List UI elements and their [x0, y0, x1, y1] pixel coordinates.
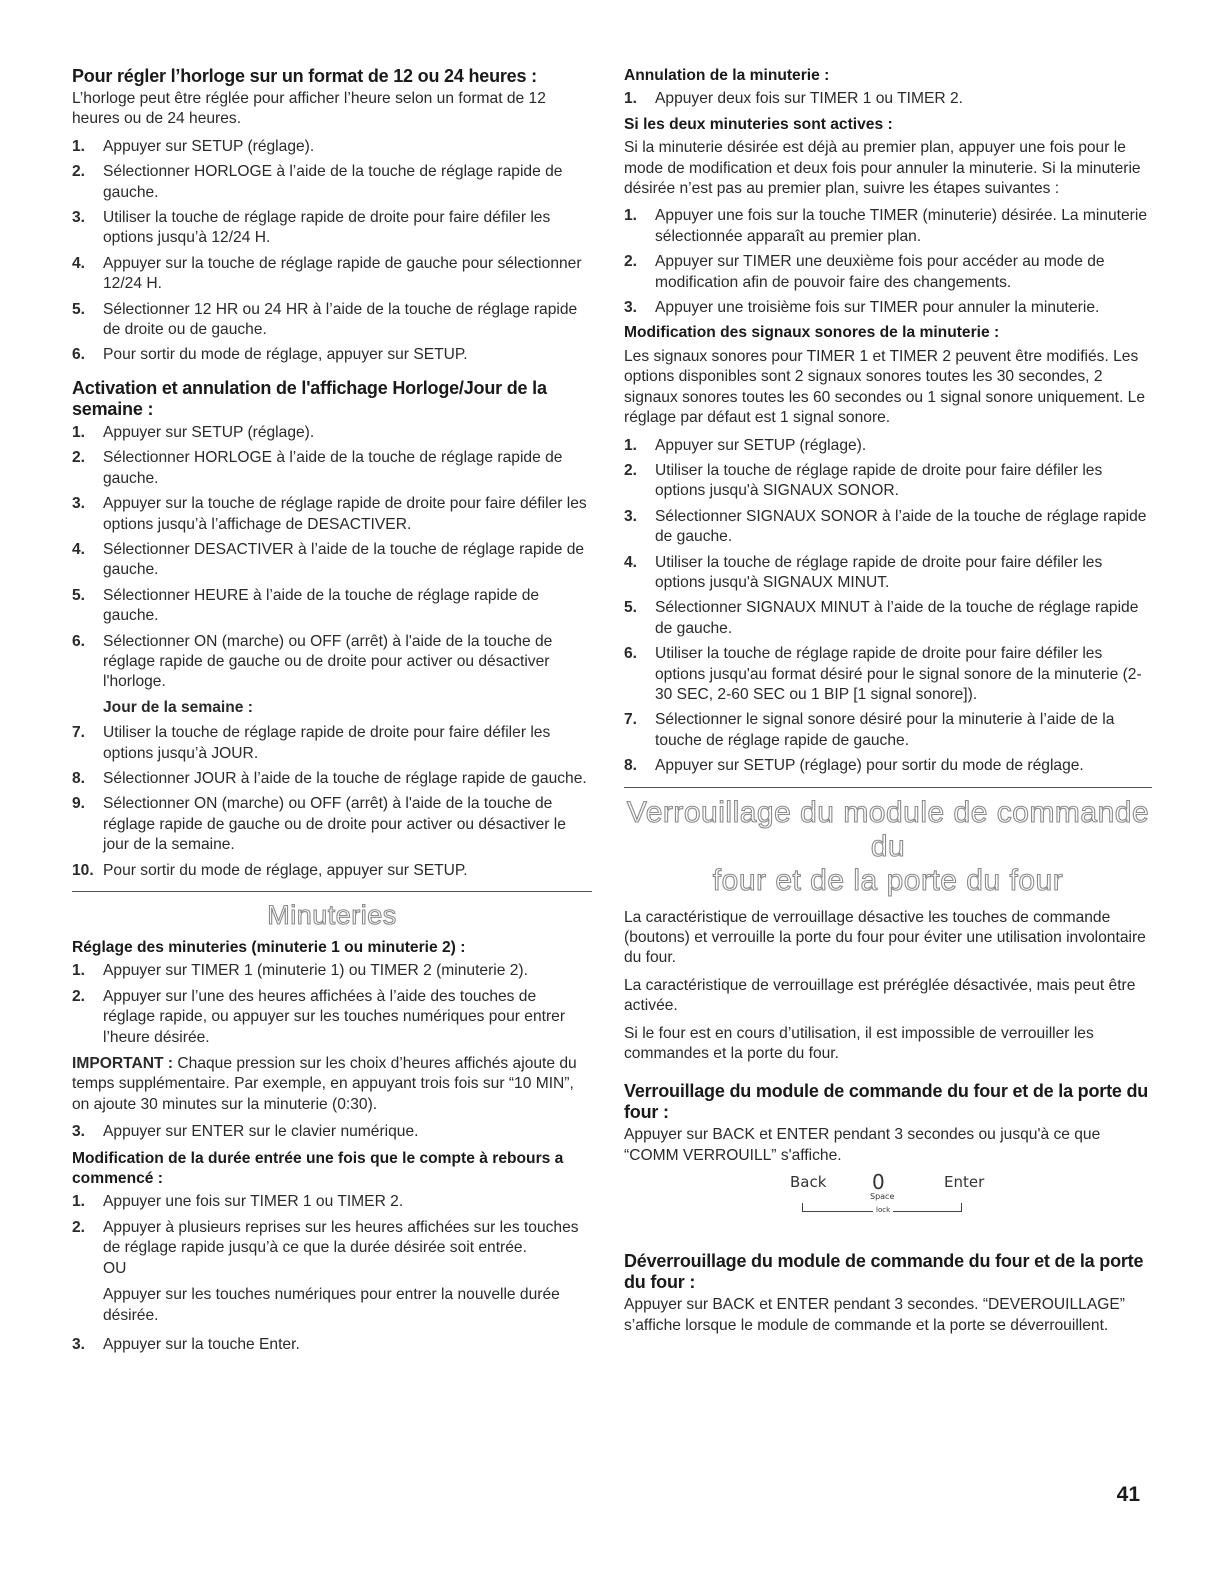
unlock-instructions: Appuyer sur BACK et ENTER pendant 3 secondes. “DEVEROUILLAGE” s’affiche lorsque le module de commande et la porte se déverrouillent.: [624, 1296, 1125, 1334]
page-number: 41: [1116, 1483, 1140, 1506]
list-item: 9. Sélectionner ON (marche) ou OFF (arrêt) à l'aide de la touche de réglage rapide de gauche ou de droite pour activer ou désactiver le jour de la semaine.: [72, 795, 566, 854]
list-item: 6. Utiliser la touche de réglage rapide de droite pour faire défiler les options jusqu'au format désiré pour le signal sonore de la minuterie (2-30 SEC, 2-60 SEC ou 1 BIP [1 signal sonore]).: [624, 645, 1142, 703]
lock-description: La caractéristique de verrouillage désactive les touches de commande (boutons) et verrouille la porte du four pour éviter une utilisation involontaire du four.: [624, 908, 1146, 967]
right-column: [624, 66, 1152, 1343]
list-item: 4. Appuyer sur la touche de réglage rapide de gauche pour sélectionner 12/24 H.: [72, 254, 582, 293]
list-item: 3. Appuyer sur la touche de réglage rapide de droite pour faire défiler les options jusqu’à l’affichage de DESACTIVER.: [72, 495, 587, 533]
lock-label: lock: [873, 1206, 893, 1214]
clock-format-steps: [72, 137, 592, 366]
timer-signals-intro: Les signaux sonores pour TIMER 1 et TIMER 2 peuvent être modifiés. Les options disponibles sont 2 signaux sonores toutes les 30 secondes, 2 signaux sonores toutes les 60 secondes ou 1 signal sonore uniquement. Le réglage par défaut est 1 signal sonore.: [624, 347, 1146, 427]
back-key-label: Back: [790, 1173, 827, 1192]
unlock-heading: Déverrouillage du module de commande du four et de la porte du four :: [624, 1251, 1144, 1293]
lock-instructions: Appuyer sur BACK et ENTER pendant 3 secondes ou jusqu'à ce que “COMM VERROUILL” s'affiche.: [624, 1126, 1101, 1164]
list-item: 2. Sélectionner HORLOGE à l’aide de la touche de réglage rapide de gauche.: [72, 163, 563, 201]
list-item: 2. Appuyer à plusieurs reprises sur les heures affichées sur les touches de réglage rapide jusqu’à ce que la durée désirée soit entrée.: [72, 1218, 579, 1257]
list-item: 7. Sélectionner le signal sonore désiré pour la minuterie à l’aide de la touche de réglage rapide de gauche.: [624, 711, 1115, 749]
space-key-label: Space: [870, 1192, 895, 1202]
modify-duration-steps: [72, 1192, 592, 1258]
list-item: 3. Appuyer sur ENTER sur le clavier numérique.: [72, 1123, 419, 1141]
list-item: 4. Utiliser la touche de réglage rapide de droite pour faire défiler les options jusqu'à SIGNAUX MINUT.: [624, 553, 1103, 591]
list-item: 1. Appuyer sur SETUP (réglage).: [624, 436, 867, 454]
modify-alternative: Appuyer sur les touches numériques pour entrer la nouvelle durée désirée.: [103, 1286, 560, 1324]
timer-signals-steps: [624, 436, 1152, 777]
list-item: 3. Appuyer une troisième fois sur TIMER pour annuler la minuterie.: [624, 299, 1100, 317]
cancel-timer-heading: Annulation de la minuterie :: [624, 67, 830, 84]
timers-section-title: Minuteries: [267, 900, 397, 930]
keypad-lock-diagram: [790, 1170, 990, 1223]
list-item: 5. Sélectionner 12 HR ou 24 HR à l’aide de la touche de réglage rapide de droite ou de gauche.: [72, 300, 578, 339]
list-item: 2. Sélectionner HORLOGE à l’aide de la touche de réglage rapide de gauche.: [72, 449, 563, 487]
weekday-subheading: Jour de la semaine :: [103, 698, 253, 716]
list-item: 8. Sélectionner JOUR à l’aide de la touche de réglage rapide de gauche.: [72, 769, 587, 787]
zero-key-label: 0: [872, 1170, 885, 1195]
both-timers-intro: Si la minuterie désirée est déjà au premier plan, appuyer une fois pour le mode de modification et deux fois pour annuler la minuterie. Si la minuterie désirée n’est pas au premier plan, suivre les étapes suivantes :: [624, 139, 1141, 198]
clock-format-heading: Pour régler l’horloge sur un format de 12 ou 24 heures :: [72, 66, 537, 86]
list-item: 2. Appuyer sur TIMER une deuxième fois pour accéder au mode de modification afin de pouvoir faire des changements.: [624, 253, 1105, 291]
section-divider: [72, 891, 592, 892]
both-timers-steps: [624, 206, 1152, 318]
list-item: 3. Appuyer sur la touche Enter.: [72, 1335, 300, 1353]
lock-in-use-note: Si le four est en cours d’utilisation, il est impossible de verrouiller les commandes et la porte du four.: [624, 1024, 1094, 1063]
list-item: 3. Utiliser la touche de réglage rapide de droite pour faire défiler les options jusqu’à 12/24 H.: [72, 209, 551, 247]
section-divider: [624, 787, 1152, 788]
lock-heading: Verrouillage du module de commande du four et de la porte du four :: [624, 1081, 1149, 1123]
modify-duration-heading: Modification de la durée entrée une fois que le compte à rebours a commencé :: [72, 1149, 564, 1188]
timers-set-steps: [72, 961, 592, 1048]
list-item: 1. Appuyer une fois sur TIMER 1 ou TIMER 2.: [72, 1193, 404, 1211]
display-toggle-heading: Activation et annulation de l'affichage Horloge/Jour de la semaine :: [72, 377, 547, 419]
list-item: 1. Appuyer sur SETUP (réglage).: [72, 423, 315, 441]
modify-or: OU: [103, 1259, 127, 1277]
list-item: 3. Sélectionner SIGNAUX SONOR à l’aide de la touche de réglage rapide de gauche.: [624, 507, 1147, 546]
list-item: 1. Appuyer sur SETUP (réglage).: [72, 137, 315, 155]
list-item: 8. Appuyer sur SETUP (réglage) pour sortir du mode de réglage.: [624, 757, 1084, 775]
list-item: 7. Utiliser la touche de réglage rapide de droite pour faire défiler les options jusqu’à JOUR.: [72, 724, 551, 762]
list-item: 6. Pour sortir du mode de réglage, appuyer sur SETUP.: [72, 346, 468, 364]
list-item: 2. Utiliser la touche de réglage rapide de droite pour faire défiler les options jusqu'à SIGNAUX SONOR.: [624, 461, 1103, 500]
lock-default-note: La caractéristique de verrouillage est préréglée désactivée, mais peut être activée.: [624, 976, 1136, 1015]
modify-step3: [72, 1335, 592, 1355]
list-item: 10. Pour sortir du mode de réglage, appuyer sur SETUP.: [72, 861, 468, 879]
lock-section-title: Verrouillage du module de commande du four et de la porte du four: [626, 795, 1150, 897]
left-column: [72, 66, 592, 1361]
important-label: IMPORTANT :: [72, 1055, 174, 1073]
timers-set-heading: Réglage des minuteries (minuterie 1 ou minuterie 2) :: [72, 939, 466, 956]
important-note: IMPORTANT : Chaque pression sur les choix d’heures affichés ajoute du temps supplémentaire. Par exemple, en appuyant trois fois sur “10 MIN”, on ajoute 30 minutes sur la minuterie (0:30).: [72, 1055, 577, 1113]
cancel-timer-steps: [624, 89, 1152, 109]
enter-key-label: Enter: [944, 1173, 985, 1192]
list-item: 6. Sélectionner ON (marche) ou OFF (arrêt) à l'aide de la touche de réglage rapide de gauche ou de droite pour activer ou désactiver l'horloge. Jour de la semaine :: [72, 632, 592, 719]
list-item: 1. Appuyer une fois sur la touche TIMER (minuterie) désirée. La minuterie sélectionnée apparaît au premier plan.: [624, 207, 1148, 245]
timer-signals-heading: Modification des signaux sonores de la minuterie :: [624, 324, 1000, 342]
list-item: 5. Sélectionner SIGNAUX MINUT à l’aide de la touche de réglage rapide de gauche.: [624, 599, 1139, 637]
list-item: 5. Sélectionner HEURE à l’aide de la touche de réglage rapide de gauche.: [72, 586, 540, 625]
list-item: 2. Appuyer sur l’une des heures affichées à l’aide des touches de réglage rapide, ou appuyer sur les touches numériques pour entrer l’heure désirée.: [72, 987, 566, 1046]
list-item: 1. Appuyer sur TIMER 1 (minuterie 1) ou TIMER 2 (minuterie 2).: [72, 962, 528, 980]
list-item: 4. Sélectionner DESACTIVER à l’aide de la touche de réglage rapide de gauche.: [72, 540, 585, 579]
display-toggle-steps: [72, 423, 592, 881]
clock-format-intro: L’horloge peut être réglée pour afficher l’heure selon un format de 12 heures ou de 24 heures.: [72, 90, 546, 128]
both-timers-heading: Si les deux minuteries sont actives :: [624, 115, 893, 133]
list-item: 1. Appuyer deux fois sur TIMER 1 ou TIMER 2.: [624, 90, 963, 108]
timers-set-step3: [72, 1122, 592, 1142]
